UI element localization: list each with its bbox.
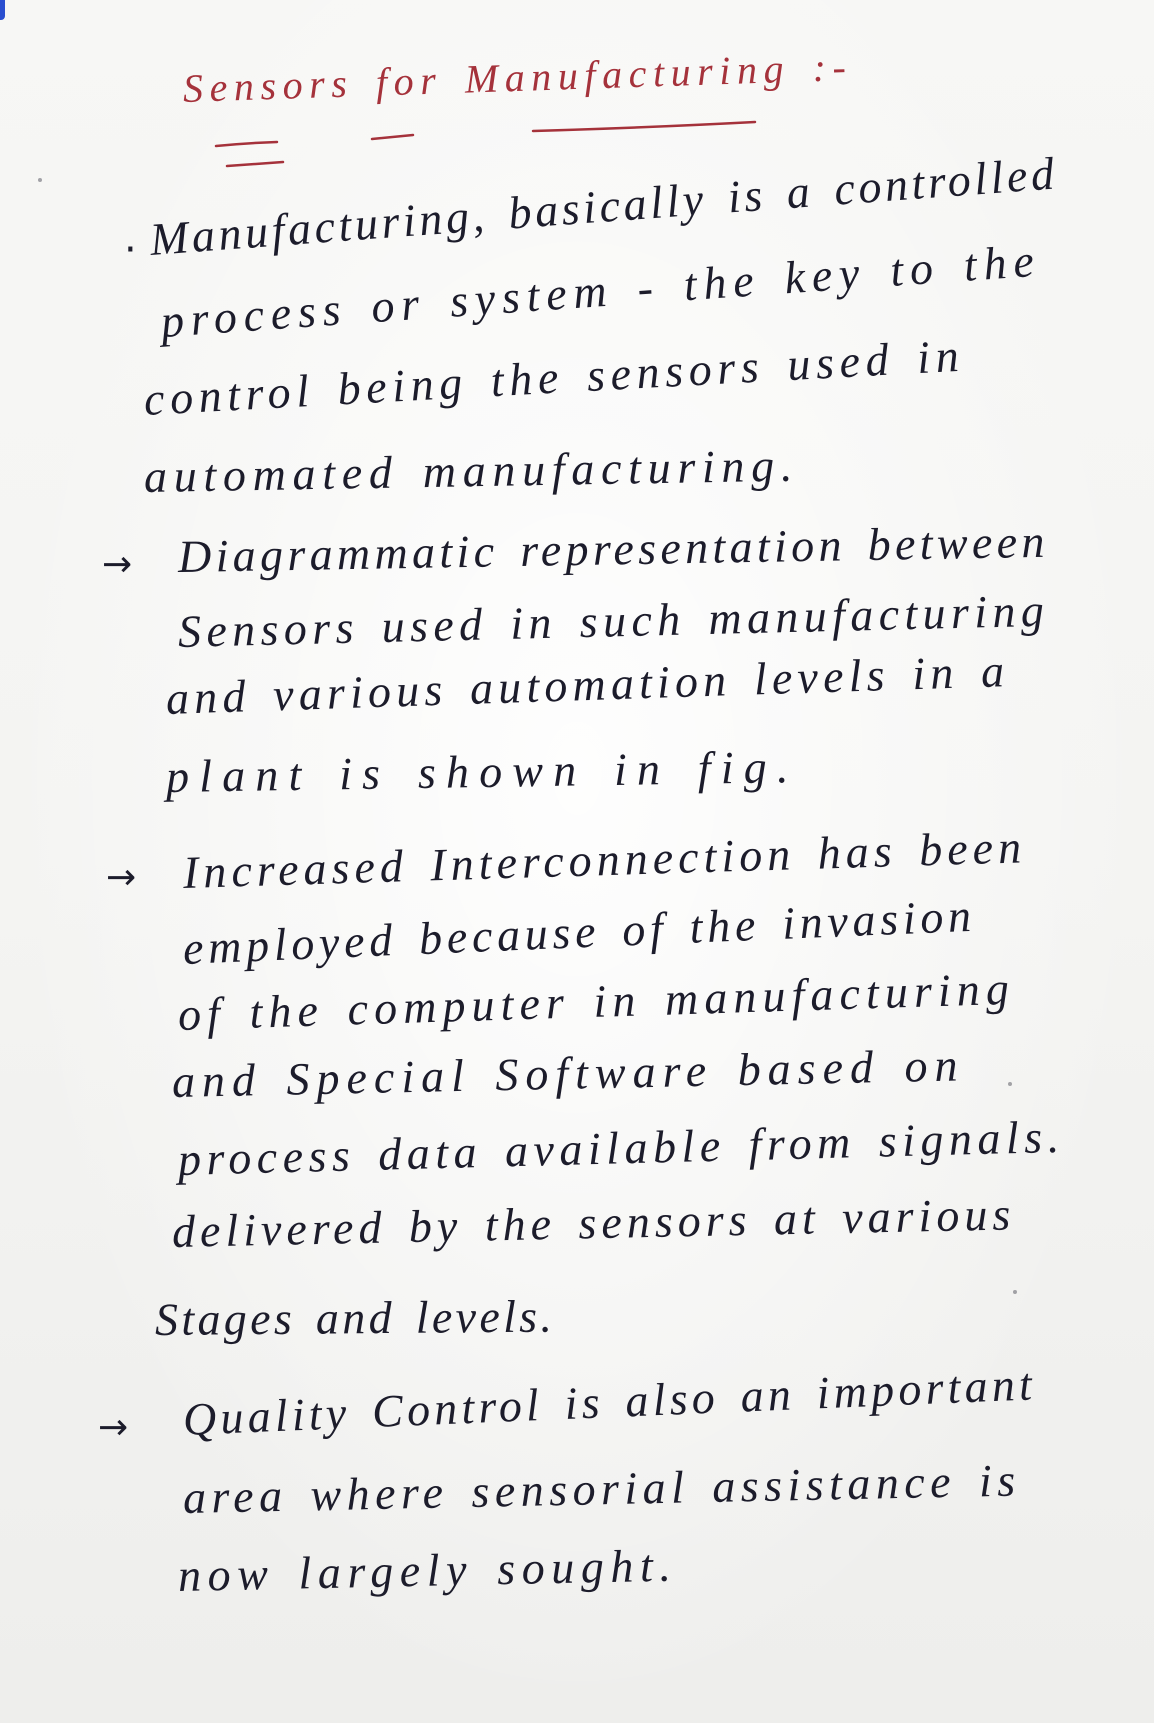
text-line: now largely sought. <box>177 1539 678 1601</box>
sensors-underline-top <box>216 142 277 146</box>
page-title: Sensors for Manufacturing :- <box>182 43 854 111</box>
text-line: process data available from signals. <box>177 1110 1066 1185</box>
text-line: and Special Software based on <box>171 1039 965 1107</box>
text-line: area where sensorial assistance is <box>182 1454 1022 1523</box>
arrow-bullet: → <box>102 544 133 585</box>
text-line: delivered by the sensors at various <box>171 1188 1016 1257</box>
text-line: plant is shown in fig. <box>165 741 799 802</box>
text-line: Stages and levels. <box>154 1290 556 1345</box>
text-line: of the computer in manufacturing <box>177 962 1016 1040</box>
text-line: process or system - the key to the <box>159 234 1043 347</box>
arrow-bullet: → <box>98 1407 129 1448</box>
for-underline <box>372 135 413 139</box>
paper-speck <box>1013 1290 1017 1294</box>
text-line: Increased Interconnection has been <box>182 821 1027 898</box>
manufacturing-underline <box>533 122 755 131</box>
bullet-dot: · <box>124 227 137 273</box>
text-line: Quality Control is also an important <box>181 1358 1037 1445</box>
blue-ink-mark <box>0 0 5 20</box>
text-line: Sensors used in such manufacturing <box>177 584 1050 657</box>
text-line: automated manufacturing. <box>143 439 800 502</box>
text-line: and various automation levels in a <box>165 645 1011 724</box>
text-line: employed because of the invasion <box>181 889 977 974</box>
arrow-bullet: → <box>106 857 137 898</box>
paper-speck <box>1008 1082 1012 1086</box>
sensors-underline-bottom <box>227 162 283 166</box>
text-line: Manufacturing, basically is a controlled <box>148 147 1060 265</box>
text-line: control being the sensors used in <box>142 329 966 425</box>
text-line: Diagrammatic representation between <box>177 515 1050 582</box>
paper-speck <box>38 178 42 182</box>
